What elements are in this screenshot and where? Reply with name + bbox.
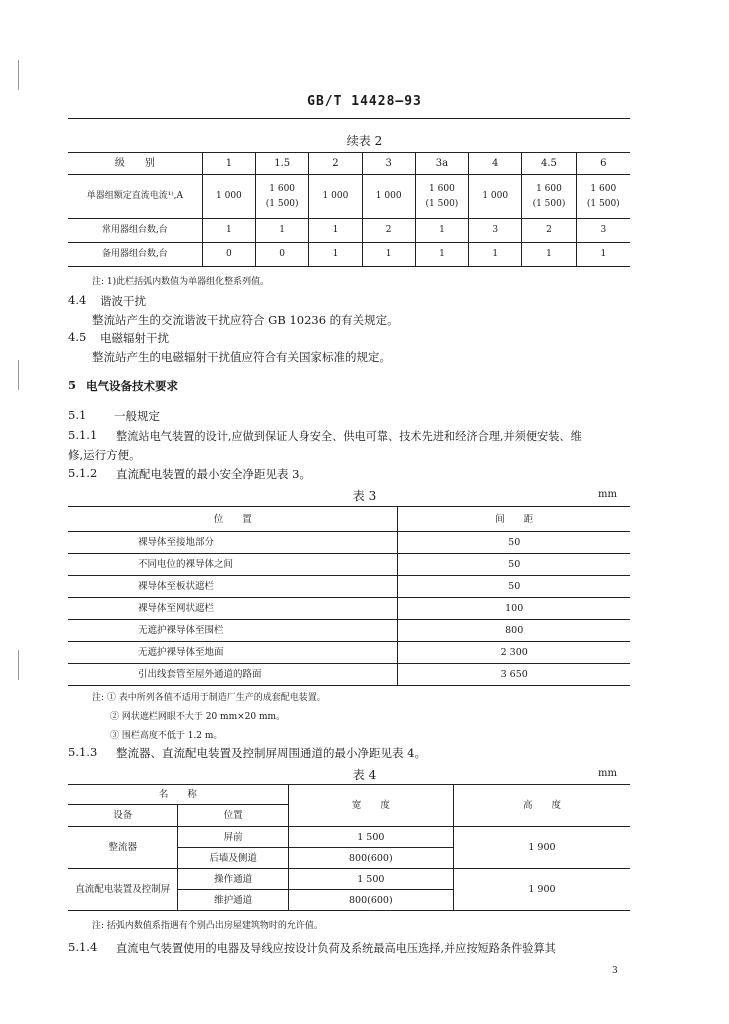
table4-unit: mm bbox=[598, 768, 617, 779]
table2-head-cell: 级 别 bbox=[68, 153, 202, 175]
table3-header-row bbox=[68, 507, 630, 532]
page-number: 3 bbox=[612, 966, 618, 976]
table4-device: 直流配电装置及控制屏 bbox=[68, 869, 178, 911]
table4-row bbox=[68, 827, 630, 848]
table2-cell: 2 bbox=[362, 219, 415, 243]
table3-head-distance: 间 距 bbox=[398, 507, 630, 532]
table2-cell: 1 bbox=[309, 243, 362, 267]
table4-caption: 表 4 bbox=[352, 768, 377, 782]
cell-line: 1 000 bbox=[322, 191, 349, 201]
cell-line: (1 500) bbox=[586, 198, 620, 209]
cell-line: (1 500) bbox=[425, 198, 459, 209]
section-5-1-2-text: 直流配电装置的最小安全净距见表 3。 bbox=[116, 467, 311, 481]
table3-distance: 800 bbox=[398, 620, 630, 642]
cell-line: 1 000 bbox=[216, 191, 242, 201]
table2-cell: 1 bbox=[415, 243, 468, 267]
cell-line: 1 000 bbox=[375, 191, 402, 201]
table2-cell: 1 bbox=[202, 219, 255, 243]
table4-height: 1 900 bbox=[453, 827, 630, 869]
cell-line: (1 500) bbox=[532, 198, 566, 209]
table3-row bbox=[68, 642, 630, 664]
table3 bbox=[68, 506, 630, 686]
table2-head-cell: 1.5 bbox=[256, 153, 309, 175]
scan-margin-mark bbox=[18, 60, 19, 90]
table3-row bbox=[68, 576, 630, 598]
table3-note-2: ② 网状遮栏网眼不大于 20 mm×20 mm。 bbox=[110, 712, 286, 722]
section-5-title: 电气设备技术要求 bbox=[86, 379, 178, 393]
table3-row bbox=[68, 664, 630, 686]
table3-row bbox=[68, 598, 630, 620]
table2-cell bbox=[256, 175, 309, 219]
cell-line: 1 600 bbox=[429, 183, 455, 194]
table2-cell: 0 bbox=[256, 243, 309, 267]
table2-cell bbox=[522, 175, 576, 219]
table3-distance: 50 bbox=[398, 532, 630, 554]
section-5-1-4-number: 5.1.4 bbox=[68, 940, 98, 954]
table4-height: 1 900 bbox=[453, 869, 630, 911]
table2-cell: 1 bbox=[576, 243, 630, 267]
table4-note: 注: 括弧内数值系指遇有个别凸出房屋建筑物时的允许值。 bbox=[92, 921, 323, 931]
table3-distance: 3 650 bbox=[398, 664, 630, 686]
table2-head-cell: 4.5 bbox=[522, 153, 576, 175]
table3-distance: 2 300 bbox=[398, 642, 630, 664]
section-4-5-text: 整流站产生的电磁辐射干扰值应符合有关国家标准的规定。 bbox=[92, 350, 391, 364]
cell-line: 1 000 bbox=[482, 191, 509, 201]
table2-cell bbox=[415, 175, 468, 219]
table2-note: 注: 1)此栏括弧内数值为单器组化整系列值。 bbox=[92, 277, 270, 287]
table4-head-position: 位置 bbox=[178, 805, 288, 827]
table2-row-label: 备用器组台数,台 bbox=[68, 243, 202, 267]
table2-head-cell: 1 bbox=[202, 153, 255, 175]
section-4-4-title: 谐波干扰 bbox=[100, 294, 146, 308]
table2-head-cell: 3 bbox=[362, 153, 415, 175]
table4-head-width: 宽 度 bbox=[288, 785, 453, 827]
table3-row bbox=[68, 554, 630, 576]
table4-position: 后墙及侧道 bbox=[178, 848, 288, 869]
table3-distance: 50 bbox=[398, 554, 630, 576]
table3-distance: 50 bbox=[398, 576, 630, 598]
table2-header-row bbox=[68, 153, 630, 175]
section-5-1-3-text: 整流器、直流配电装置及控制屏周围通道的最小净距见表 4。 bbox=[116, 746, 426, 760]
table3-caption: 表 3 bbox=[352, 489, 377, 503]
table4-width: 800(600) bbox=[288, 890, 453, 911]
table3-position: 裸导体至板状遮栏 bbox=[68, 576, 398, 598]
table2-cell: 0 bbox=[202, 243, 255, 267]
table4 bbox=[68, 784, 630, 911]
table2-head-cell: 3a bbox=[415, 153, 468, 175]
table3-position: 不同电位的裸导体之间 bbox=[68, 554, 398, 576]
scan-margin-mark bbox=[18, 650, 19, 680]
table2-cell bbox=[202, 175, 255, 219]
table3-position: 无遮护裸导体至围栏 bbox=[68, 620, 398, 642]
table3-position: 无遮护裸导体至地面 bbox=[68, 642, 398, 664]
table2-cell: 1 bbox=[415, 219, 468, 243]
table2-row-label: 单器组额定直流电流¹⁾,A bbox=[68, 175, 202, 219]
table2-row bbox=[68, 243, 630, 267]
table3-row bbox=[68, 532, 630, 554]
table4-position: 维护通道 bbox=[178, 890, 288, 911]
table2-cell bbox=[362, 175, 415, 219]
header-rule bbox=[68, 118, 630, 119]
table4-header-row-1 bbox=[68, 785, 630, 805]
table3-note-3: ③ 围栏高度不低于 1.2 m。 bbox=[110, 731, 223, 741]
table2-cell: 1 bbox=[469, 243, 522, 267]
table4-head-name: 名 称 bbox=[68, 785, 288, 805]
table2 bbox=[68, 152, 630, 267]
table3-head-position: 位 置 bbox=[68, 507, 398, 532]
table2-cell bbox=[576, 175, 630, 219]
table2-cell: 1 bbox=[362, 243, 415, 267]
cell-line: 1 600 bbox=[269, 183, 296, 194]
table2-cell: 2 bbox=[522, 219, 576, 243]
section-5-1-number: 5.1 bbox=[68, 408, 87, 422]
table2-cell bbox=[469, 175, 522, 219]
table2-caption: 续表 2 bbox=[346, 134, 383, 148]
table2-row bbox=[68, 219, 630, 243]
table3-position: 引出线套管至屋外通道的路面 bbox=[68, 664, 398, 686]
table3-distance: 100 bbox=[398, 598, 630, 620]
section-5-1-1-text-cont: 修,运行方便。 bbox=[68, 448, 141, 462]
table4-width: 1 500 bbox=[288, 827, 453, 848]
table3-row bbox=[68, 620, 630, 642]
table2-head-cell: 2 bbox=[309, 153, 362, 175]
section-5-1-4-text: 直流电气装置使用的电器及导线应按设计负荷及系统最高电压选择,并应按短路条件验算其 bbox=[116, 942, 556, 955]
table2-head-cell: 4 bbox=[469, 153, 522, 175]
section-5-number: 5 bbox=[68, 378, 77, 392]
table2-cell: 3 bbox=[576, 219, 630, 243]
section-4-4-text: 整流站产生的交流谐波干扰应符合 GB 10236 的有关规定。 bbox=[92, 313, 399, 327]
table4-device: 整流器 bbox=[68, 827, 178, 869]
table4-position: 屏前 bbox=[178, 827, 288, 848]
section-4-5-number: 4.5 bbox=[68, 330, 87, 344]
table4-width: 800(600) bbox=[288, 848, 453, 869]
cell-line: (1 500) bbox=[265, 198, 299, 209]
table2-cell bbox=[309, 175, 362, 219]
table2-cell: 1 bbox=[522, 243, 576, 267]
table2-cell: 3 bbox=[469, 219, 522, 243]
table4-width: 1 500 bbox=[288, 869, 453, 890]
standard-header: GB/T 14428—93 bbox=[307, 94, 422, 109]
table3-note-1: 注: ① 表中所列各值不适用于制造厂生产的成套配电装置。 bbox=[92, 693, 326, 703]
table2-head-cell: 6 bbox=[576, 153, 630, 175]
table2-cell: 1 bbox=[309, 219, 362, 243]
section-5-1-2-number: 5.1.2 bbox=[68, 466, 98, 480]
table4-row bbox=[68, 869, 630, 890]
section-4-5-title: 电磁辐射干扰 bbox=[100, 331, 169, 345]
table2-row-label: 常用器组台数,台 bbox=[68, 219, 202, 243]
cell-line: 1 600 bbox=[590, 183, 617, 194]
table2-row bbox=[68, 175, 630, 219]
section-5-1-1-number: 5.1.1 bbox=[68, 428, 98, 442]
table3-unit: mm bbox=[598, 489, 617, 500]
section-5-1-3-number: 5.1.3 bbox=[68, 745, 98, 759]
table3-position: 裸导体至网状遮栏 bbox=[68, 598, 398, 620]
table4-position: 操作通道 bbox=[178, 869, 288, 890]
scan-margin-mark bbox=[18, 360, 19, 390]
cell-line: 1 600 bbox=[536, 183, 562, 194]
section-4-4-number: 4.4 bbox=[68, 293, 87, 307]
table4-head-height: 高 度 bbox=[453, 785, 630, 827]
section-5-1-1-text: 整流站电气装置的设计,应做到保证人身安全、供电可靠、技术先进和经济合理,并须便安装、维 bbox=[116, 430, 582, 443]
section-5-1-title: 一般规定 bbox=[114, 409, 160, 423]
table3-position: 裸导体至接地部分 bbox=[68, 532, 398, 554]
table4-head-device: 设备 bbox=[68, 805, 178, 827]
table2-cell: 1 bbox=[256, 219, 309, 243]
